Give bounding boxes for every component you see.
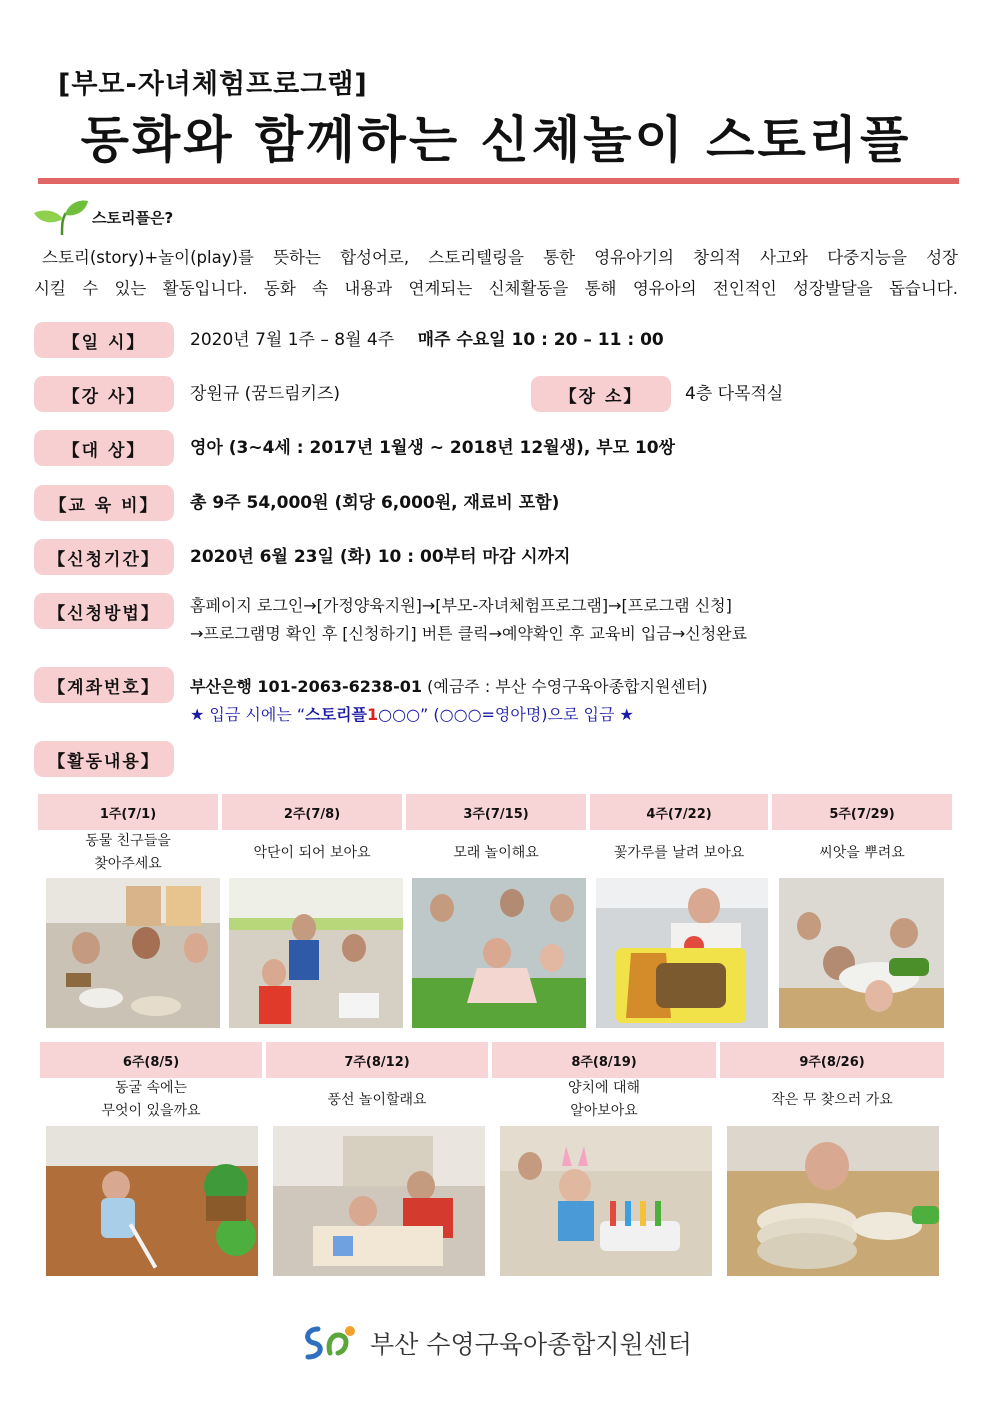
method-line-2: →프로그램명 확인 후 [신청하기] 버튼 클릭→예약확인 후 교육비 입금→신청완료 <box>190 624 748 643</box>
fee-value: 총 9주 54,000원 (회당 6,000원, 재료비 포함) <box>190 493 560 513</box>
week-1-title-line-1: 동물 친구들을 <box>85 833 171 849</box>
organization-name: 부산 수영구육아종합지원센터 <box>370 1330 692 1359</box>
account-holder: (예금주 : 부산 수영구육아종합지원센터) <box>427 677 708 696</box>
week-3-header: 3주(7/15) <box>406 794 586 830</box>
schedule-date: 2020년 7월 1주 – 8월 4주 <box>190 330 395 350</box>
title-divider <box>38 178 959 184</box>
week-1-title <box>38 830 218 876</box>
week-5-header: 5주(7/29) <box>772 794 952 830</box>
instructor-label: 【강 사】 <box>34 376 174 412</box>
week-1-header: 1주(7/1) <box>38 794 218 830</box>
week-6-title-line-2: 무엇이 있을까요 <box>101 1103 201 1119</box>
schedule-time: 매주 수요일 10 : 20 – 11 : 00 <box>417 330 664 350</box>
week-6-header: 6주(8/5) <box>40 1042 262 1078</box>
week-5-photo <box>779 878 944 1028</box>
week-7-header: 7주(8/12) <box>266 1042 488 1078</box>
intro-line-2: 시킬 수 있는 활동입니다. 동화 속 내용과 연계되는 신체활동을 통해 영유아의 전인적인 성장발달을 돕습니다. <box>34 279 958 298</box>
week-5-title: 씨앗을 뿌려요 <box>819 845 905 861</box>
place-value: 4층 다목적실 <box>685 384 784 404</box>
method-line-1: 홈페이지 로그인→[가정양육지원]→[부모-자녀체험프로그램]→[프로그램 신청] <box>190 596 732 615</box>
method-value <box>190 592 747 648</box>
schedule-value <box>190 326 664 354</box>
organization-logo-icon <box>300 1323 360 1363</box>
target-value: 영아 (3~4세 : 2017년 1월생 ~ 2018년 12월생), 부모 10쌍 <box>190 438 676 458</box>
account-number: 부산은행 101-2063-6238-01 <box>190 677 423 696</box>
intro-line-1: 스토리(story)+놀이(play)를 뜻하는 합성어로, 스토리텔링을 통한 영유아기의 창의적 사고와 다중지능을 성장 <box>42 248 958 267</box>
intro-text <box>34 242 958 304</box>
week-6-photo <box>46 1126 258 1276</box>
week-8-title <box>492 1077 716 1123</box>
week-8-header: 8주(8/19) <box>492 1042 716 1078</box>
week-6-title <box>40 1077 262 1123</box>
week-1-title-line-2: 찾아주세요 <box>94 856 162 872</box>
deposit-note-suffix: ○○○” (○○○=영아명)으로 입금 ★ <box>378 705 634 724</box>
period-value: 2020년 6월 23일 (화) 10 : 00부터 마감 시까지 <box>190 547 571 567</box>
week-3-title: 모래 놀이해요 <box>453 845 539 861</box>
week-7-title: 풍선 놀이할래요 <box>327 1092 427 1108</box>
intro-heading: 스토리플은? <box>92 209 174 227</box>
week-2-header: 2주(7/8) <box>222 794 402 830</box>
week-3-photo <box>412 878 586 1028</box>
activities-label: 【활동내용】 <box>34 741 174 777</box>
week-8-photo <box>500 1126 712 1276</box>
deposit-note-keyword: 스토리플 <box>305 705 367 724</box>
week-2-photo <box>229 878 403 1028</box>
account-label: 【계좌번호】 <box>34 667 174 703</box>
week-6-title-line-1: 동굴 속에는 <box>114 1080 188 1096</box>
footer <box>0 1323 992 1363</box>
week-9-header: 9주(8/26) <box>720 1042 944 1078</box>
deposit-note <box>190 701 708 729</box>
fee-label: 【교 육 비】 <box>34 485 174 521</box>
week-4-header: 4주(7/22) <box>590 794 768 830</box>
week-4-photo <box>596 878 768 1028</box>
target-label: 【대 상】 <box>34 430 174 466</box>
period-label: 【신청기간】 <box>34 539 174 575</box>
week-8-title-line-2: 알아보아요 <box>570 1103 638 1119</box>
week-9-photo <box>727 1126 939 1276</box>
week-1-photo <box>46 878 220 1028</box>
deposit-note-prefix: ★ 입금 시에는 “ <box>190 705 306 724</box>
week-2-title: 악단이 되어 보아요 <box>253 845 371 861</box>
sprout-icon <box>32 197 90 237</box>
method-label: 【신청방법】 <box>34 593 174 629</box>
week-7-photo <box>273 1126 485 1276</box>
program-category: [부모-자녀체험프로그램] <box>58 69 368 100</box>
week-4-title: 꽃가루를 날려 보아요 <box>613 845 745 861</box>
week-8-title-line-1: 양치에 대해 <box>567 1080 641 1096</box>
place-label: 【장 소】 <box>531 376 671 412</box>
account-value <box>190 673 708 729</box>
instructor-value: 장원규 (꿈드림키즈) <box>190 384 341 404</box>
deposit-note-number: 1 <box>367 705 379 724</box>
week-9-title: 작은 무 찾으러 가요 <box>771 1092 893 1108</box>
page-title: 동화와 함께하는 신체놀이 스토리플 <box>80 111 912 169</box>
schedule-label: 【일 시】 <box>34 322 174 358</box>
